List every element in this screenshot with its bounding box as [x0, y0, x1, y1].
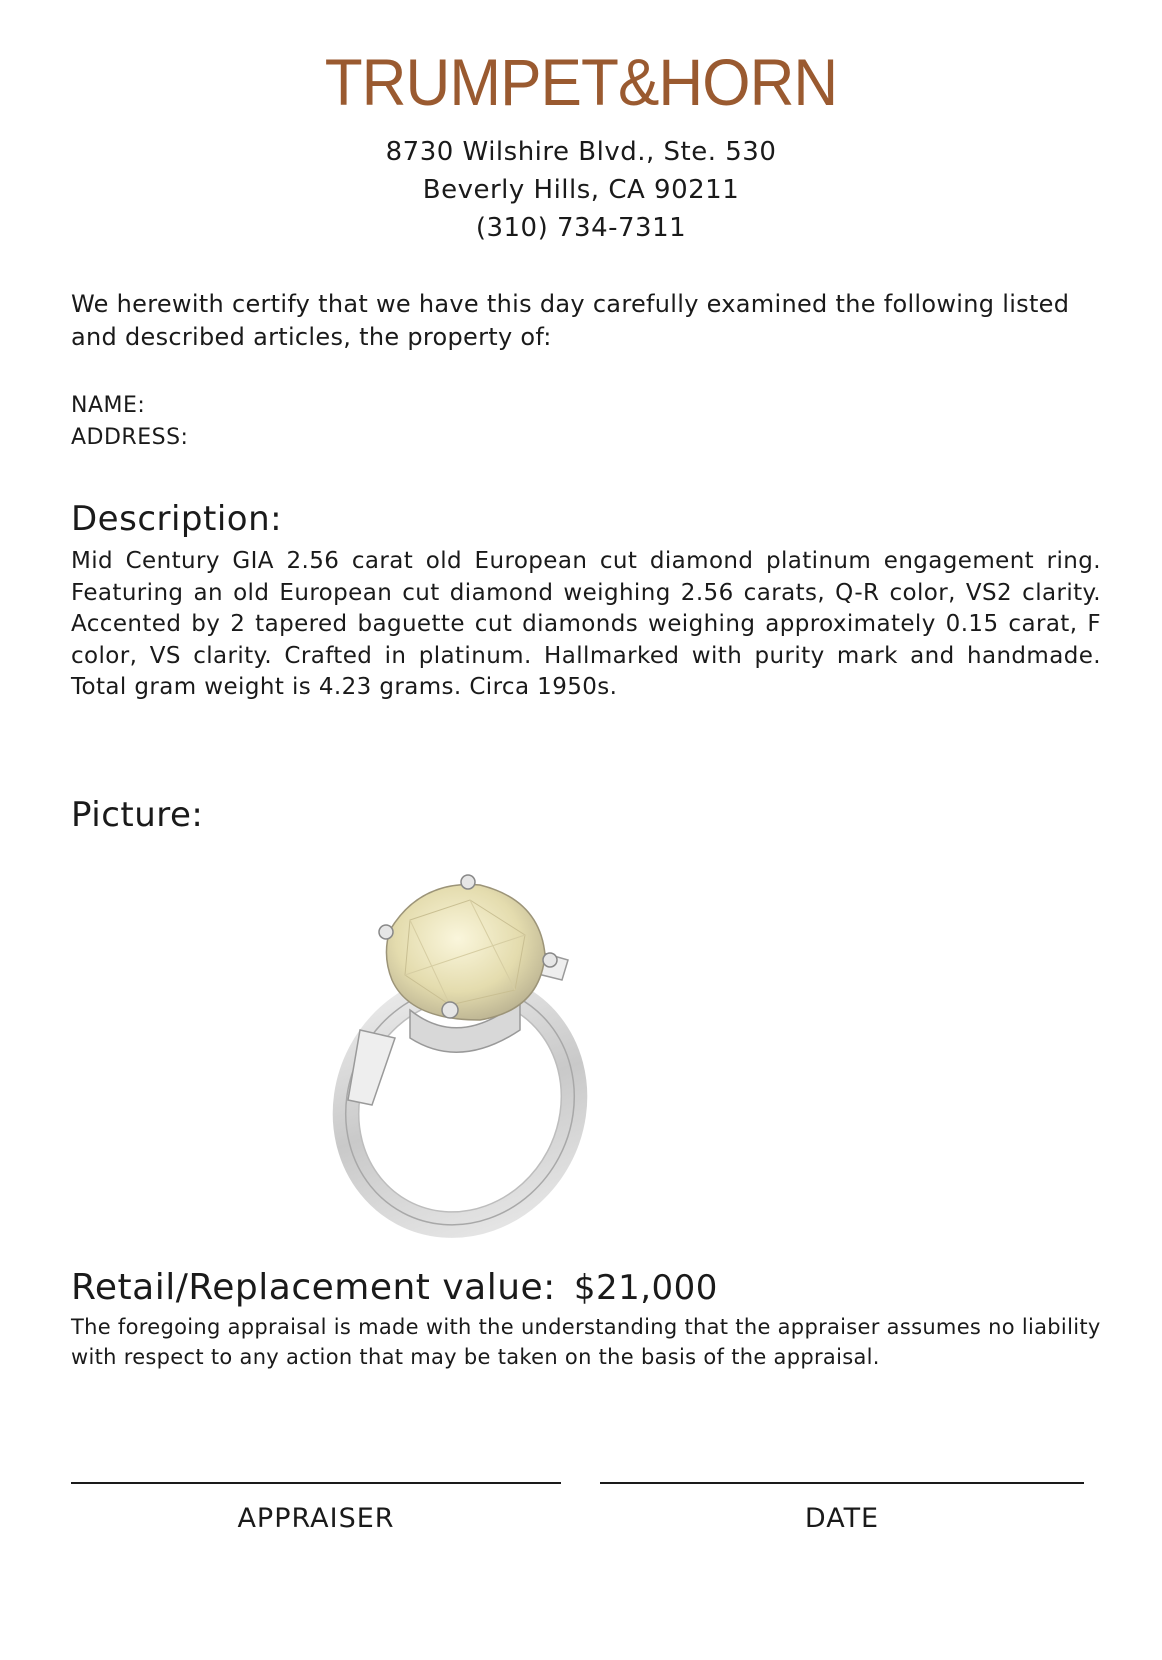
brand-logo: TRUMPET&HORN — [324, 45, 838, 119]
owner-fields — [71, 390, 188, 454]
business-address — [0, 133, 1162, 247]
value-label: Retail/Replacement value: — [71, 1267, 556, 1308]
description-text: Mid Century GIA 2.56 carat old European cut diamond platinum engagement ring. Featuring an old European cut diamond weighing 2.56 carats, Q-R color, VS2 clarity. Accented by 2 tapered baguette cut diamonds weighing approximately 0.15 carat, F color, VS clarity. Crafted in platinum. Hallmarked with purity mark and handmade. Total gram weight is 4.23 grams. Circa 1950s. — [71, 548, 1101, 700]
date-signature-line — [600, 1482, 1084, 1484]
ring-photo — [300, 860, 640, 1260]
description-heading: Description: — [71, 499, 283, 539]
appraiser-label: APPRAISER — [237, 1503, 395, 1534]
name-label: NAME: — [71, 393, 146, 418]
phone-number: (310) 734-7311 — [475, 213, 687, 243]
disclaimer-text: The foregoing appraisal is made with the understanding that the appraiser assumes no liability with respect to any action that may be taken on the basis of the appraisal. — [71, 1315, 1101, 1369]
value-amount: $21,000 — [573, 1268, 718, 1308]
date-label: DATE — [804, 1503, 880, 1534]
address-line-city: Beverly Hills, CA 90211 — [422, 175, 740, 205]
address-label: ADDRESS: — [71, 425, 189, 450]
appraiser-signature-line — [71, 1482, 561, 1484]
picture-heading: Picture: — [71, 795, 204, 835]
certification-statement: We herewith certify that we have this day carefully examined the following listed and described articles, the property of: — [71, 290, 1070, 351]
address-line-street: 8730 Wilshire Blvd., Ste. 530 — [385, 137, 777, 167]
replacement-value — [71, 1266, 718, 1310]
